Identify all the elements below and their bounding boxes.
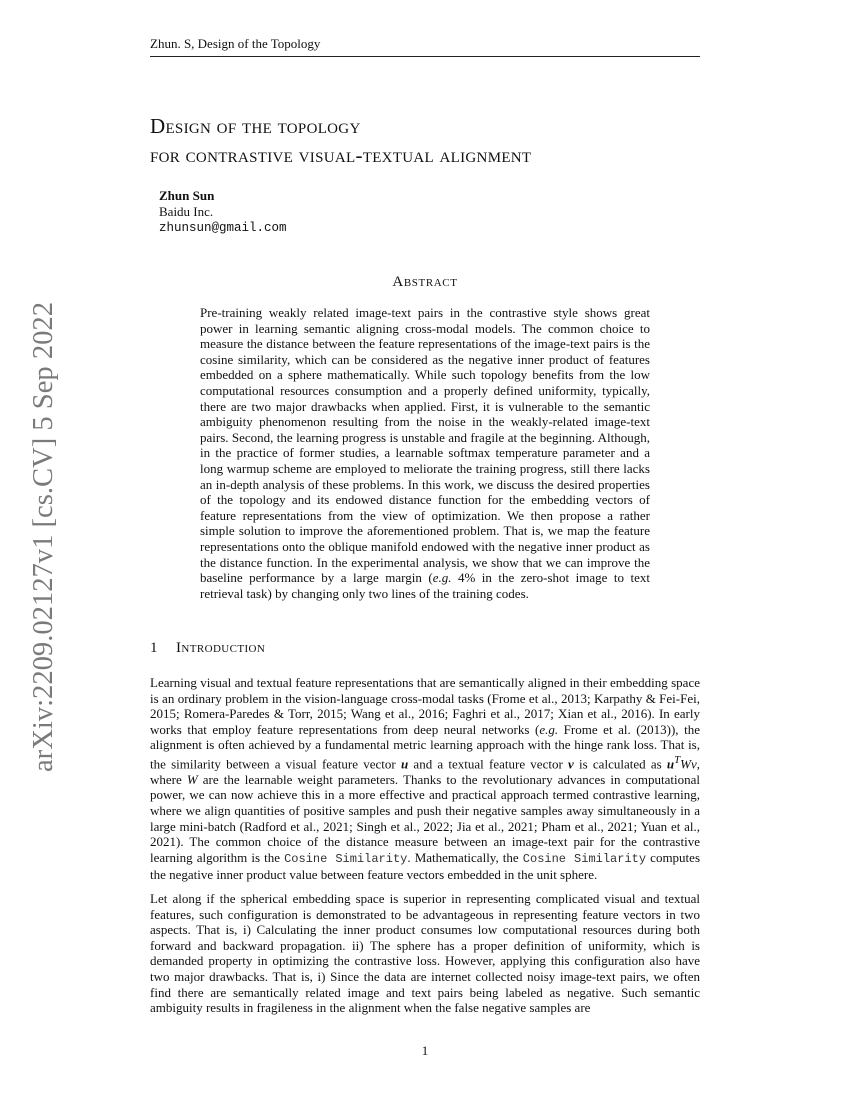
math-u: u — [400, 756, 409, 772]
abstract-text-1: Pre-training weakly related image-text pairs in the contrastive style shows great power in learning semantic aligning cross-modal models. The common choice to measure the distance between the feature representations of the image-text pairs is the cosine similarity, which can be considered as the negative inner product of features embedded on a sphere mathematically. While such topology benefits from the low computational resources consumption and a properly defined uniformity, typically, there are two major drawbacks when applied. First, it is vulnerable to the semantic ambiguity phenomenon resulting from the noise in the weakly-related image-text pairs. Second, the learning progress is unstable and fragile at the beginning. Although, in the practice of former studies, a learnable softmax temperature parameter and a long warmup scheme are employed to meliorate the training progress, still there lacks an in-depth analysis of these problems. In this work, we discuss the desired properties of the topology and its endowed distance function for the embedding vectors of feature representations from the view of optimization. We then propose a rather simple solution to improve the aforementioned problem. That is, we map the feature representations onto the oblique manifold endowed with the negative inner product as the distance function. In the experimental analysis, we show that we can improve the baseline performance by a large margin ( — [200, 305, 650, 586]
arxiv-stamp — [8, 298, 68, 778]
abstract-heading: Abstract — [392, 274, 458, 290]
section-number: 1 — [150, 640, 158, 656]
page-number: 1 — [421, 1043, 429, 1058]
code-cosine-similarity: Cosine Similarity — [284, 851, 408, 866]
intro-paragraph-1 — [150, 675, 700, 883]
arxiv-stamp-text: arXiv:2209.02127v1 [cs.CV] 5 Sep 2022 — [28, 311, 59, 772]
introduction-body — [150, 675, 700, 1024]
p1-seg-4: and a textual feature vector — [408, 756, 569, 772]
author-name: Zhun Sun — [159, 188, 215, 203]
p1-seg-14: . Mathematically, the — [407, 849, 523, 865]
math-w: W — [186, 771, 198, 787]
author-affiliation: Baidu Inc. — [159, 204, 214, 219]
p1-seg-0: Learning visual and textual feature representations that are semantically aligned in their embedding space is an ordinary problem in the vision-language cross-modal tasks (Frome et al., 2013; Karpathy & Fei-Fei, 2015; Romera-Paredes & Torr, 2015; Wang et al., 2016; Faghri et al., 2017; Xian et al., 2016). In early works that employ feature representations from deep neural networks ( — [150, 675, 700, 737]
math-u-2: u — [666, 756, 675, 772]
abstract-eg: e.g. — [432, 570, 452, 586]
title-line-2: for contrastive visual-textual alignment — [150, 143, 532, 167]
p1-seg-2: Frome et al. (2013)), the alignment is often achieved by a fundamental metric learning approach with the hinge rank loss. That is, the similarity between a visual feature vector — [150, 721, 700, 772]
section-title: Introduction — [176, 640, 266, 656]
p1-seg-16: computes the negative inner product value between feature vectors embedded in the unit sphere. — [150, 849, 701, 883]
author-email: zhunsun@gmail.com — [159, 221, 287, 235]
arxiv-stamp-svg — [8, 298, 68, 778]
abstract-text-2: 4% in the zero-shot image to text retrieval task) by changing only two lines of the training codes. — [200, 570, 650, 601]
section-heading — [150, 640, 700, 657]
author-block — [159, 188, 287, 236]
p1-eg: e.g. — [539, 721, 559, 737]
p1-seg-12: are the learnable weight parameters. Thanks to the revolutionary advances in computational power, we can now achieve this in a more effective and practical approach termed contrastive learning, where we align quantities of positive samples and push their negative samples away simultaneously in a large mini-batch (Radford et al., 2021; Singh et al., 2022; Jia et al., 2021; Pham et al., 2021; Yuan et al., 2021). The common choice of the distance measure between an image-text pair for the contrastive learning algorithm is the — [150, 771, 700, 865]
paper-title — [150, 112, 750, 170]
title-line-1: Design of the topology — [150, 114, 361, 138]
p1-seg-6: is calculated as — [573, 756, 667, 772]
code-cosine-similarity-2: Cosine Similarity — [522, 851, 647, 866]
math-wv: Wv — [680, 756, 697, 772]
running-head: Zhun. S, Design of the Topology — [150, 36, 321, 51]
intro-paragraph-2: Let along if the spherical embedding space is superior in representing complicated visual and textual features, such configuration is demonstrated to be advantageous in representing feature vectors in two aspects. That is, i) Calculating the inner product consumes low computational resources during both forward and backward propagation. ii) The sphere has a proper definition of uniformity, which is demanded property in optimizing the contrastive loss. However, applying this configuration also have two major drawbacks. That is, i) Since the data are internet collected noisy image-text pairs, we often find there are semantically related image and text pairs being labeled as negative. Such semantic ambiguity results in fragileness in the alignment when the false negative samples are — [150, 891, 700, 1016]
header-rule — [150, 56, 700, 57]
math-transpose: T — [674, 753, 681, 766]
math-v: v — [568, 756, 574, 772]
p1-seg-10: , where — [150, 756, 700, 787]
abstract-body — [200, 305, 650, 601]
